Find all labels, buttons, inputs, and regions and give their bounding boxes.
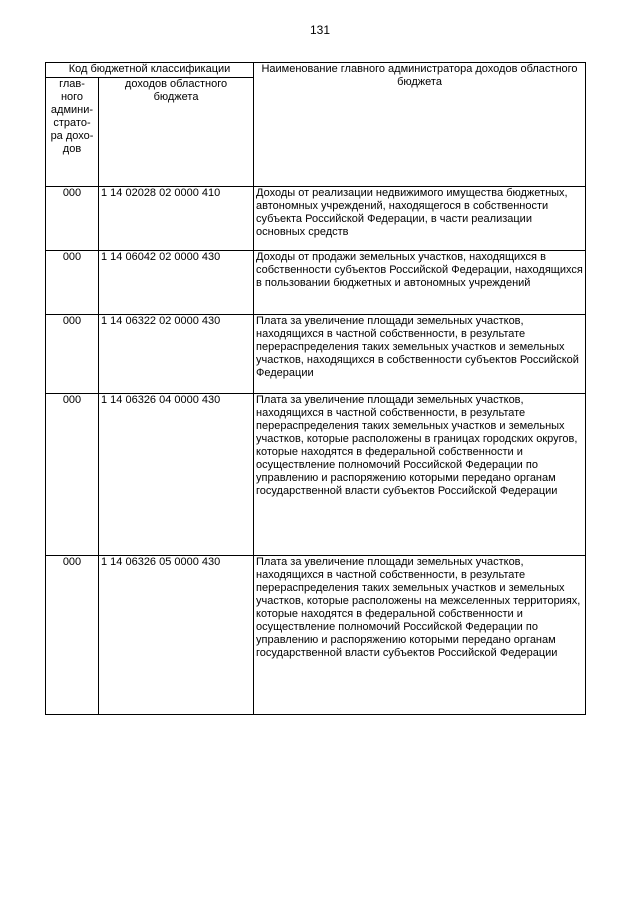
income-description-cell: Доходы от реализации недвижимого имущества бюджетных, автономных учреждений, находящегося в собственности субъекта Российской Федерации, в части реализации основных средств bbox=[254, 187, 586, 251]
income-description-cell: Доходы от продажи земельных участков, находящихся в собственности субъектов Российской Федерации, находящихся в пользовании бюджетных и автономных учреждений bbox=[254, 251, 586, 315]
budget-classification-table bbox=[45, 62, 586, 715]
table-row bbox=[46, 394, 586, 556]
admin-code-cell: 000 bbox=[46, 251, 99, 315]
income-code-cell: 1 14 02028 02 0000 410 bbox=[99, 187, 254, 251]
income-code-cell: 1 14 06326 04 0000 430 bbox=[99, 394, 254, 556]
income-description-cell: Плата за увеличение площади земельных участков, находящихся в частной собственности, в результате перераспределения таких земельных участков и земельных участков, находящихся в собственности субъектов Российской Федерации bbox=[254, 315, 586, 394]
admin-code-cell: 000 bbox=[46, 556, 99, 715]
table-row bbox=[46, 251, 586, 315]
income-code-cell: 1 14 06326 05 0000 430 bbox=[99, 556, 254, 715]
admin-code-header bbox=[46, 78, 99, 187]
page-number: 131 bbox=[309, 23, 331, 37]
admin-code-cell: 000 bbox=[46, 394, 99, 556]
income-description-cell: Плата за увеличение площади земельных участков, находящихся в частной собственности, в результате перераспределения таких земельных участков и земельных участков, которые расположены в границах городских округов, которые находятся в федеральной собственности и осуществление полномочий Российской Федерации по управлению и распоряжению которыми передано органам государственной власти субъектов Российской Федерации bbox=[254, 394, 586, 556]
income-code-cell: 1 14 06322 02 0000 430 bbox=[99, 315, 254, 394]
table-row bbox=[46, 187, 586, 251]
admin-code-header-text: глав- ного админи- страто- ра дохо- дов bbox=[50, 78, 94, 155]
admin-code-cell: 000 bbox=[46, 187, 99, 251]
admin-code-cell: 000 bbox=[46, 315, 99, 394]
classification-code-header: Код бюджетной классификации bbox=[46, 63, 254, 78]
income-description-cell: Плата за увеличение площади земельных участков, находящихся в частной собственности, в результате перераспределения таких земельных участков и земельных участков, которые расположены на межселенных территориях, которые находятся в федеральной собственности и осуществление полномочий Российской Федерации по управлению и распоряжению которыми передано органам государственной власти субъектов Российской Федерации bbox=[254, 556, 586, 715]
table-row bbox=[46, 315, 586, 394]
income-code-header: доходов областного бюджета bbox=[99, 78, 254, 187]
administrator-name-header: Наименование главного администратора доходов областного бюджета bbox=[254, 63, 586, 187]
income-code-cell: 1 14 06042 02 0000 430 bbox=[99, 251, 254, 315]
table-row bbox=[46, 556, 586, 715]
table-header bbox=[46, 63, 586, 187]
